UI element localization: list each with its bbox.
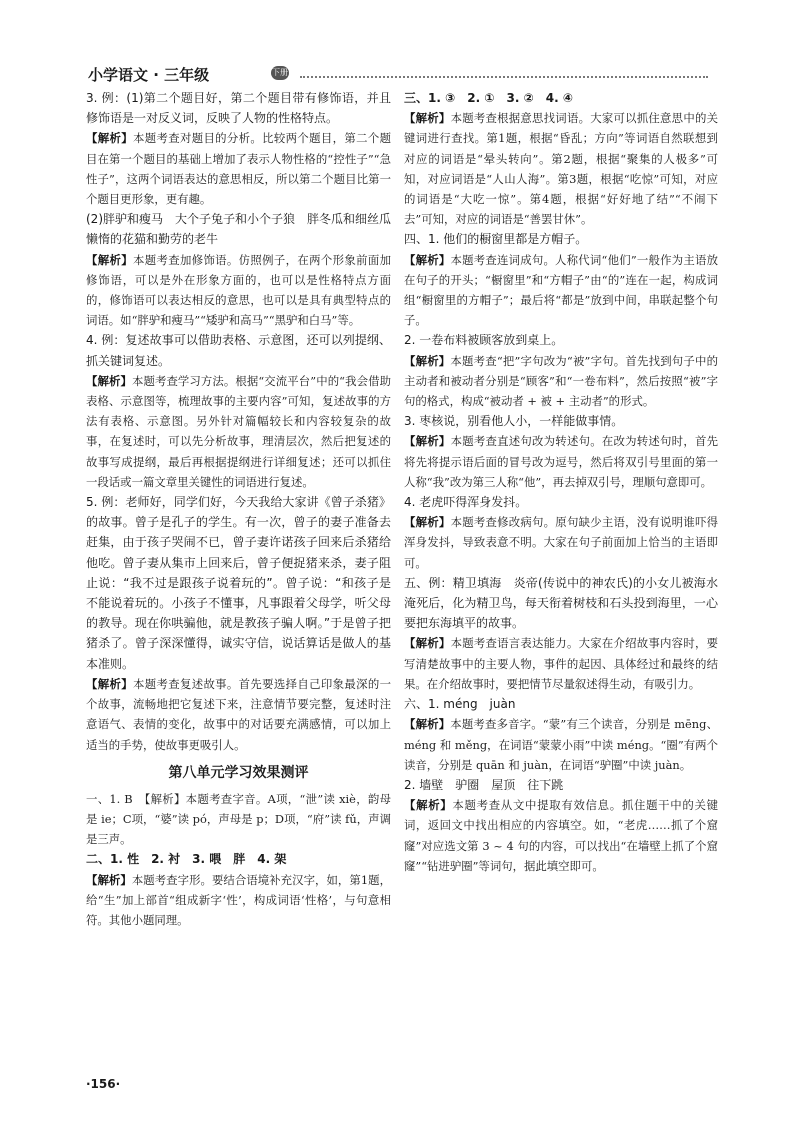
section-3-analysis: 【解析】本题考查根据意思找词语。大家可以抓住意思中的关键词进行查找。第1题，根据“昏乱；方向”等词语自然联想到对应的词语是“晕头转向”。第2题，根据“聚集的人极多”可知，对应词语是“人山人海”。第3题，根据“吃惊”可知，对应的词语是“大吃一惊”。第4题，根据“好好地了结”“不闹下去”可知，对应的词语是“善罢甘休”。 [404, 111, 718, 227]
analysis-tag: 【解析】 [86, 252, 133, 267]
section-3-answer: 三、1. ③ 2. ① 3. ② 4. ④ [404, 91, 573, 105]
section-title: 第八单元学习效果测评 [168, 764, 309, 781]
analysis-tag: 【解析】 [404, 111, 451, 126]
section-1-answer: 一、1. B 【解析】本题考查字音。A项，“泄”读 xiè，韵母是 ie；C项，“婆”读 pó，声母是 p；D项，“府”读 fǔ，声调是三声。 [86, 791, 391, 847]
left-column [86, 88, 404, 930]
section-6-analysis-2: 【解析】本题考查从文中提取有效信息。抓住题干中的关键词，返回文中找出相应的内容填空。如，“老虎……抓了个窟窿”对应选文第 3 ~ 4 句的内容，可以找出“在墙壁上抓了个窟窿”“钻进驴圈”等词句，据此填空即可。 [404, 798, 718, 873]
volume-badge: 下册 [271, 66, 289, 80]
analysis-tag: 【解析】 [404, 636, 451, 651]
right-column [404, 88, 718, 876]
section-5-analysis: 【解析】本题考查语言表达能力。大家在介绍故事内容时，要写清楚故事中的主要人物，事件的起因、具体经过和最终的结果。在介绍故事时，要把情节尽量叙述得生动，有吸引力。 [404, 636, 718, 691]
analysis-5: 【解析】本题考查复述故事。首先要选择自己印象最深的一个故事，流畅地把它复述下来，注意情节要完整，复述时注意语气、表情的变化，故事中的对话要充满感情，可以加上适当的手势，使故事更吸引人。 [86, 676, 391, 752]
section-6-answer-2: 2. 墙壁 驴圈 屋顶 往下跳 [404, 777, 564, 792]
section-4-answer-4: 4. 老虎吓得浑身发抖。 [404, 495, 528, 510]
section-6-answer-1: 六、1. méng juàn [404, 697, 516, 712]
answer-5: 5. 例：老师好，同学们好，今天我给大家讲《曾子杀猪》的故事。曾子是孔子的学生。有一次，曾子的妻子准备去赶集，由于孩子哭闹不已，曾子妻许诺孩子回来后杀猪给他吃。曾子妻从集市上回来后，曾子便捉猪来杀，妻子阻止说：“我不过是跟孩子说着玩的”。曾子说：“和孩子是不能说着玩的。小孩子不懂事，凡事跟着父母学，听父母的教导。现在你哄骗他，就是教孩子骗人啊。”于是曾子把猪杀了。曾子深深懂得，诚实守信，说话算话是做人的基本准则。 [86, 495, 391, 671]
section-4-answer-3: 3. 枣核说，别看他人小，一样能做事情。 [404, 414, 624, 429]
analysis-3-2: 【解析】本题考查加修饰语。仿照例子，在两个形象前面加修饰语，可以是外在形象方面的，也可以是性格特点方面的，修饰语可以表达相反的意思，也可以是具有典型特点的词语。如“胖驴和瘦马”“矮驴和高马”“黑驴和白马”等。 [86, 252, 391, 328]
section-4-answer-2: 2. 一卷布料被顾客放到桌上。 [404, 333, 564, 348]
section-4-analysis-3: 【解析】本题考查直述句改为转述句。在改为转述句时，首先将先将提示语后面的冒号改为逗号，然后将双引号里面的第一人称“我”改为第三人称“他”，再去掉双引号，理顺句意即可。 [404, 434, 718, 489]
page-number: ·156· [86, 1077, 121, 1091]
running-header [88, 64, 708, 84]
analysis-tag: 【解析】 [86, 872, 132, 887]
analysis-tag: 【解析】 [86, 373, 132, 388]
analysis-4: 【解析】本题考查学习方法。根据“交流平台”中的“我会借助表格、示意图等，梳理故事的主要内容”可知，复述故事的方法有表格、示意图。另外针对篇幅较长和内容较复杂的故事，在复述时，可以先分析故事，理清层次，然后把复述的故事写成提纲，最后再根据提纲进行详细复述；还可以抓住一段话或一篇文章里关键性的词语进行复述。 [86, 373, 391, 489]
analysis-tag: 【解析】 [404, 798, 453, 813]
section-2-analysis: 【解析】本题考查字形。要结合语境补充汉字，如，第1题，给“生”加上部首“组成新字‘性’，构成词语‘性格’，与句意相符。其他小题同理。 [86, 872, 391, 927]
analysis-tag: 【解析】 [404, 717, 451, 732]
analysis-tag: 【解析】 [404, 515, 451, 530]
section-6-analysis-1: 【解析】本题考查多音字。“蒙”有三个读音，分别是 mēng、méng 和 měng，在词语“蒙蒙小雨”中读 méng。“圈”有两个读音，分别是 quān 和 juàn，在词语“驴圈”中读 juàn。 [404, 717, 718, 772]
section-2-answer: 二、1. 性 2. 衬 3. 喂 胖 4. 架 [86, 852, 287, 867]
answer-3-2: (2)胖驴和瘦马 大个子兔子和小个子狼 胖冬瓜和细丝瓜 懒惰的花猫和勤劳的老牛 [86, 212, 404, 247]
header-dotted-rule [300, 76, 708, 78]
analysis-tag: 【解析】 [404, 434, 451, 449]
section-5-answer: 五、例：精卫填海 炎帝(传说中的神农氏)的小女儿被海水淹死后，化为精卫鸟，每天衔着树枝和石头投到海里，一心要把东海填平的故事。 [404, 575, 718, 631]
analysis-tag: 【解析】 [86, 131, 133, 146]
answer-3-1: 3. 例：(1)第二个题目好，第二个题目带有修饰语，并且修饰语是一对反义词，反映了人物的性格特点。 [86, 91, 391, 126]
answer-4: 4. 例：复述故事可以借助表格、示意图，还可以列提纲、抓关键词复述。 [86, 333, 391, 368]
section-4-analysis-4: 【解析】本题考查修改病句。原句缺少主语，没有说明谁吓得浑身发抖，导致表意不明。大家在句子前面加上恰当的主语即可。 [404, 515, 718, 570]
analysis-tag: 【解析】 [404, 353, 451, 368]
section-4-analysis-2: 【解析】本题考查“把”字句改为“被”字句。首先找到句子中的主动者和被动者分别是“顾客”和“一卷布料”，然后按照“被”字句的格式，构成“被动者 + 被 + 主动者”的形式。 [404, 353, 718, 409]
book-title: 小学语文 · 三年级 [88, 66, 210, 84]
analysis-3-1: 【解析】本题考查对题目的分析。比较两个题目，第二个题目在第一个题目的基础上增加了表示人物性格的“控性子”“急性子”，这两个词语表达的意思相反，所以第二个题目比第一个题目更形象，更有趣。 [86, 131, 391, 207]
analysis-tag: 【解析】 [86, 676, 133, 691]
section-4-answer-1: 四、1. 他们的橱窗里都是方帽子。 [404, 232, 588, 247]
section-4-analysis-1: 【解析】本题考查连词成句。人称代词“他们”一般作为主语放在句子的开头；“橱窗里”和“方帽子”由“的”连在一起，构成词组“橱窗里的方帽子”；最后将“都是”放到中间，串联起整个句子。 [404, 252, 718, 328]
analysis-tag: 【解析】 [404, 252, 451, 267]
